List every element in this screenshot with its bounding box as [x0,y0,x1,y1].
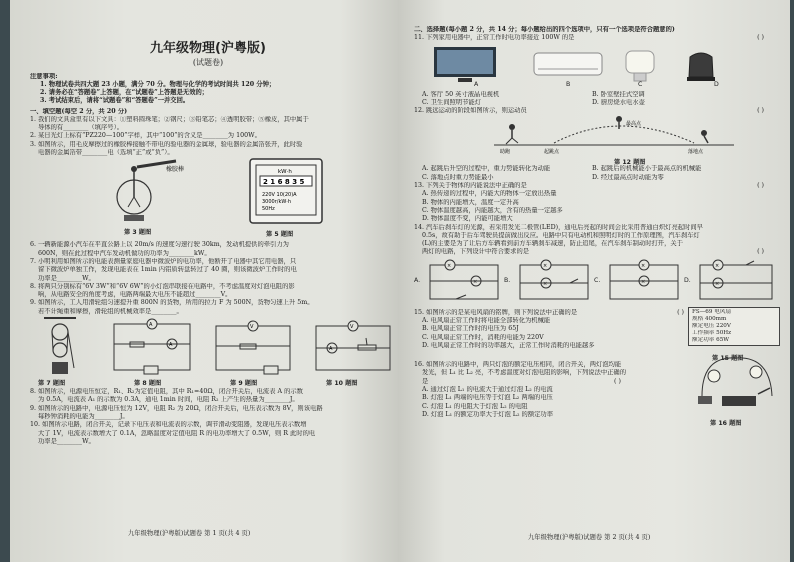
fig7-caption: 第 7 题图 [38,380,66,388]
fig-label: 最高点 [626,121,642,128]
answer-paren: ( ) [757,182,764,190]
option-c: C. 灯泡 L₁ 的电阻大于灯泡 L₂ 的电阻 [422,402,528,410]
question-line: 每秒钟消耗的电能为________J。 [38,412,129,420]
fig3-caption: 第 3 题图 [124,229,152,237]
svg-text:×: × [473,278,478,285]
page-2 [398,0,790,562]
nameplate-line: FS—69 电风扇 [692,309,731,316]
q16-line: 发光，但 L₁ 比 L₂ 亮，不考虑温度对灯泡电阻的影响，下列说法中正确的 [422,369,627,377]
option-letter: C. [594,276,601,284]
notice-heading: 注意事项: [30,73,58,80]
nameplate-line: 额定电压 220V [692,323,731,330]
meter-unit: kW·h [278,169,292,176]
svg-text:×: × [543,262,548,269]
notice-2: 2. 请务必在“答题卷”上答题，在“试题卷”上答题是无效的； [40,89,209,97]
fig15-caption: 第 15 题图 [712,355,744,363]
option-c: C. 落地点时重力势能最小 [422,173,494,181]
meter-reading: 2 1 6 8 3 5 [263,178,305,187]
answer-paren: ( ) [757,107,764,115]
question-line: 大了 1V，电流表示数增大了 0.1A，忽略温度对定值电阻 R 的电功率增大了 0.5W，则 R 此时的电 [38,429,316,437]
q13-stem [414,182,780,190]
exam-title: 九年级物理(沪粤版) [150,41,266,56]
question-line: 功率是________W。 [38,274,95,282]
option-d: D. 电风扇正常工作时的功率越大，正常工作时消耗的电能越多 [422,341,595,349]
question-line: 8. 如图所示，电源电压恒定，R₁、R₂为定值电阻，其中 R₁=40Ω，闭合开关后，电流表 A 的示数 [30,388,303,396]
fan-nameplate [688,307,780,346]
figures-row-1 [30,157,386,241]
q16-line: 16. 如图所示的电路中，两只灯泡的额定电压相同，闭合开关，两灯泡均能 [414,361,622,369]
svg-text:A: A [149,322,153,329]
meter-spec: 50Hz [262,206,275,213]
option-b: B. 物体的内能增大，温度一定升高 [422,198,519,206]
exam-subtitle: (试题卷) [192,58,224,67]
energy-saving-lamp-image [620,45,660,83]
option-letter: D. [684,276,691,284]
q12-text: 12. 跳远运动的阶段如图所示，则运动员 [414,107,527,115]
rubber-rod-label: 橡胶棒 [166,166,185,174]
svg-text:V: V [350,324,354,331]
answer-paren: ( ) [614,377,621,385]
img-label: D [714,80,719,88]
page-1-footer: 九年级物理(沪粤版)试题卷 第 1 页(共 4 页) [128,530,251,537]
option-b: B. 卧室壁挂式空调 [592,90,645,98]
q14-circuits [414,257,780,309]
question-line: 9. 如图所示，工人用滑轮组匀速提升重 800N 的货物，所用的拉力 F 为 500N，货物匀速上升 5m。 [30,299,314,307]
electroscope-figure [104,159,194,229]
option-b: B. 电风扇正常工作时的电压为 65J [422,325,519,333]
figures-row-2 [30,316,386,388]
question-line: 电器的金属箔带________电（选填“正”或“负”）。 [38,149,174,157]
nameplate-line: 工作频率 50Hz [692,330,732,337]
option-b: B. 灯泡 L₁ 两端的电压等于灯泡 L₂ 两端的电压 [422,394,553,402]
q11-images [414,43,780,91]
question-line: 6. 一辆新能源小汽车在平直公路上以 20m/s 的速度匀速行驶 30km，发动机提供的牵引力为 [30,241,289,249]
answer-paren: ( ) [757,248,764,256]
page-2-footer: 九年级物理(沪粤版)试题卷 第 2 页(共 4 页) [528,534,651,541]
nameplate-line: 额定功率 65W [692,337,730,344]
q11-stem [414,34,780,42]
svg-text:A: A [329,346,333,353]
circuit-option-a [426,259,502,305]
tv-image [432,45,498,85]
q15-text: 15. 如图所示的是某电风扇的铭牌，则下列说法中正确的是 [414,308,578,316]
fig8-caption: 第 8 题图 [134,380,162,388]
q11-text: 11. 下列家用电器中，正常工作时电功率接近 100W 的是 [414,34,575,42]
answer-paren: ( ) [757,34,764,42]
q12-stem [414,107,780,115]
question-line: 9. 如图所示的电路中，电源电压恒为 12V，电阻 R₂ 为 20Ω，闭合开关后，电压表示数为 8V，则该电路 [30,404,323,412]
q13-text: 13. 下列关于物体的内能说法中正确的是 [414,182,527,190]
q11-options [414,91,780,99]
question-line: 7. 小明利用如图所示的电能表测量家庭电器中微波炉的电功率，他断开了电器中其它用电器，只 [30,257,297,265]
img-label: C [638,80,643,88]
q12-figure [414,115,780,165]
svg-text:×: × [715,262,720,269]
option-letter: A. [414,276,421,284]
question-line: 600N，则在此过程中汽车发动机做功的功率为________kW。 [38,249,211,257]
option-c: C. 物体温度越高，内能越大，含有的热量一定越多 [422,206,563,214]
question-line: 若不计绳重和摩擦，滑轮组的机械效率是________。 [38,307,183,315]
fig-label: 起跳点 [544,149,560,156]
q14-line: 0.5s，故有助于后车驾驶员提前做出反应。电路中只有电动机和照明灯时的工作原理图，汽车刹车灯 [422,231,700,239]
answer-paren: ( ) [677,308,684,316]
q14-line: (L)的主要是为了让后方车辆看到前方车辆刹车减速，防止追尾，在汽车刹车制动时打开，关于 [422,240,683,248]
page-1 [10,0,398,562]
img-label: A [474,80,479,88]
fig16-caption: 第 16 题图 [710,419,742,427]
option-b: B. 起跳后的机械能小于最高点的机械能 [592,165,702,173]
question-line: 留下微波炉单独工作，发现电能表在 1min 内铝质转盘转过了 40 圈，则该微波炉工作时的电 [38,266,297,274]
circuit-figure-10 [310,316,396,376]
q12-options [414,174,780,182]
question-line: 响，从电路安全的角度考虑，电路两端最大电压不能超过________V。 [38,291,232,299]
nameplate-line: 规格 400mm [692,316,727,323]
question-line: 10. 如图所示电路，闭合开关，记录下电压表和电流表的示数，调节滑动变阻器，发现电压表示数增 [30,421,307,429]
meter-spec: 220V 10(20)A [262,192,297,199]
svg-text:×: × [715,280,720,287]
option-d: D. 经过最高点时动能为零 [592,173,664,181]
img-label: B [566,80,571,88]
circuit-figure-9 [210,316,296,376]
question-line: 2. 某日光灯上标有“PZ220—100”字样，其中“100”的含义是________为 100W。 [30,132,261,140]
question-line: 3. 如图所示，用毛皮摩擦过的橡胶棒接触不带电的验电器的金属球，验电器的金属箔张开，此时验 [30,140,303,148]
question-line: 为 0.5A，电流表 A₁ 的示数为 0.3A，通电 1min 时间，电阻 R₂ 上产生的热量为________J。 [38,396,299,404]
option-c: C. 卫生间照明节能灯 [422,98,481,106]
option-d: D. 灯泡 L₁ 的额定功率大于灯泡 L₂ 的额定功率 [422,410,553,418]
q14-stem [414,248,780,256]
q16-line: 是 [422,377,429,385]
option-a: A. 起跳后升空的过程中，重力势能转化为动能 [422,165,551,173]
fig12-caption: 第 12 题图 [614,159,646,167]
option-a: A. 客厅 50 英寸液晶电视机 [422,90,500,98]
question-line: 导体的有________（填序号）。 [38,124,124,132]
fig10-caption: 第 10 题图 [326,380,358,388]
svg-text:×: × [641,278,646,285]
option-a: A. 电风扇正常工作时将电能全部转化为机械能 [422,317,551,325]
long-jump-figure [494,115,734,155]
circuit-figure-8 [108,316,196,376]
q14-line: 两灯的电路，下列设计中符合要求的是 [422,248,530,256]
section-2-heading: 二、选择题(每小题 2 分，共 14 分；每小题给出的四个选项中，只有一个选项是符合题意的) [414,26,675,33]
question-line: 8. 将两只分别标有“6V 3W”和“6V 6W”的小灯泡串联接在电路中，不考虑温度对灯泡电阻的影 [30,282,295,290]
notice-3: 3. 考试结束后，请将“试题卷”和“答题卷”一并交回。 [40,97,190,105]
fig9-caption: 第 9 题图 [230,380,258,388]
question-line: 1. 我们的文具盒里有以下文具：①塑料圆珠笔；②钢尺；③铅笔芯；④透明胶带；⑤橡皮，其中属于 [30,115,309,123]
fig-label: 助跑 [500,149,511,156]
q16-block [414,386,780,436]
q14-line: 14. 汽车后刹车灯的光源，若采用发光二极管(LED)，通电后亮起的时间会比采用普通白炽灯亮起时间早 [414,223,703,231]
svg-text:×: × [447,262,452,269]
meter-spec: 3000r/kW·h [262,199,292,206]
svg-text:×: × [543,280,548,287]
lamp-circuit-figure [692,346,780,414]
svg-text:A: A [169,342,173,349]
svg-text:V: V [250,324,254,331]
circuit-option-d [696,259,776,305]
circuit-option-c [606,259,682,305]
circuit-option-b [516,259,592,305]
option-a: A. 热传递的过程中，内能大的物体一定放出热量 [422,190,557,198]
question-line: 功率是________W。 [38,437,95,445]
section-1-heading: 一、填空题(每空 2 分，共 20 分) [30,107,128,115]
pulley-figure [40,316,80,378]
option-d: D. 物体温度不变，内能可能增大 [422,215,513,223]
option-d: D. 厨房烧水电水壶 [592,98,645,106]
option-a: A. 通过灯泡 L₁ 的电流大于通过灯泡 L₂ 的电流 [422,385,553,393]
q12-options [414,165,780,173]
air-conditioner-image [532,51,604,79]
electricity-meter-figure [248,157,324,227]
notice-1: 1. 物理试卷共四大题 23 小题，满分 70 分。物理与化学的考试时间共 120 分钟； [40,81,276,89]
svg-text:×: × [641,262,646,269]
option-letter: B. [504,276,511,284]
fig-label: 落地点 [688,149,704,156]
option-c: C. 电风扇正常工作时，消耗的电能为 220V [422,333,544,341]
q11-options [414,99,780,107]
kettle-image [682,45,720,83]
fig5-caption: 第 5 题图 [266,231,294,239]
